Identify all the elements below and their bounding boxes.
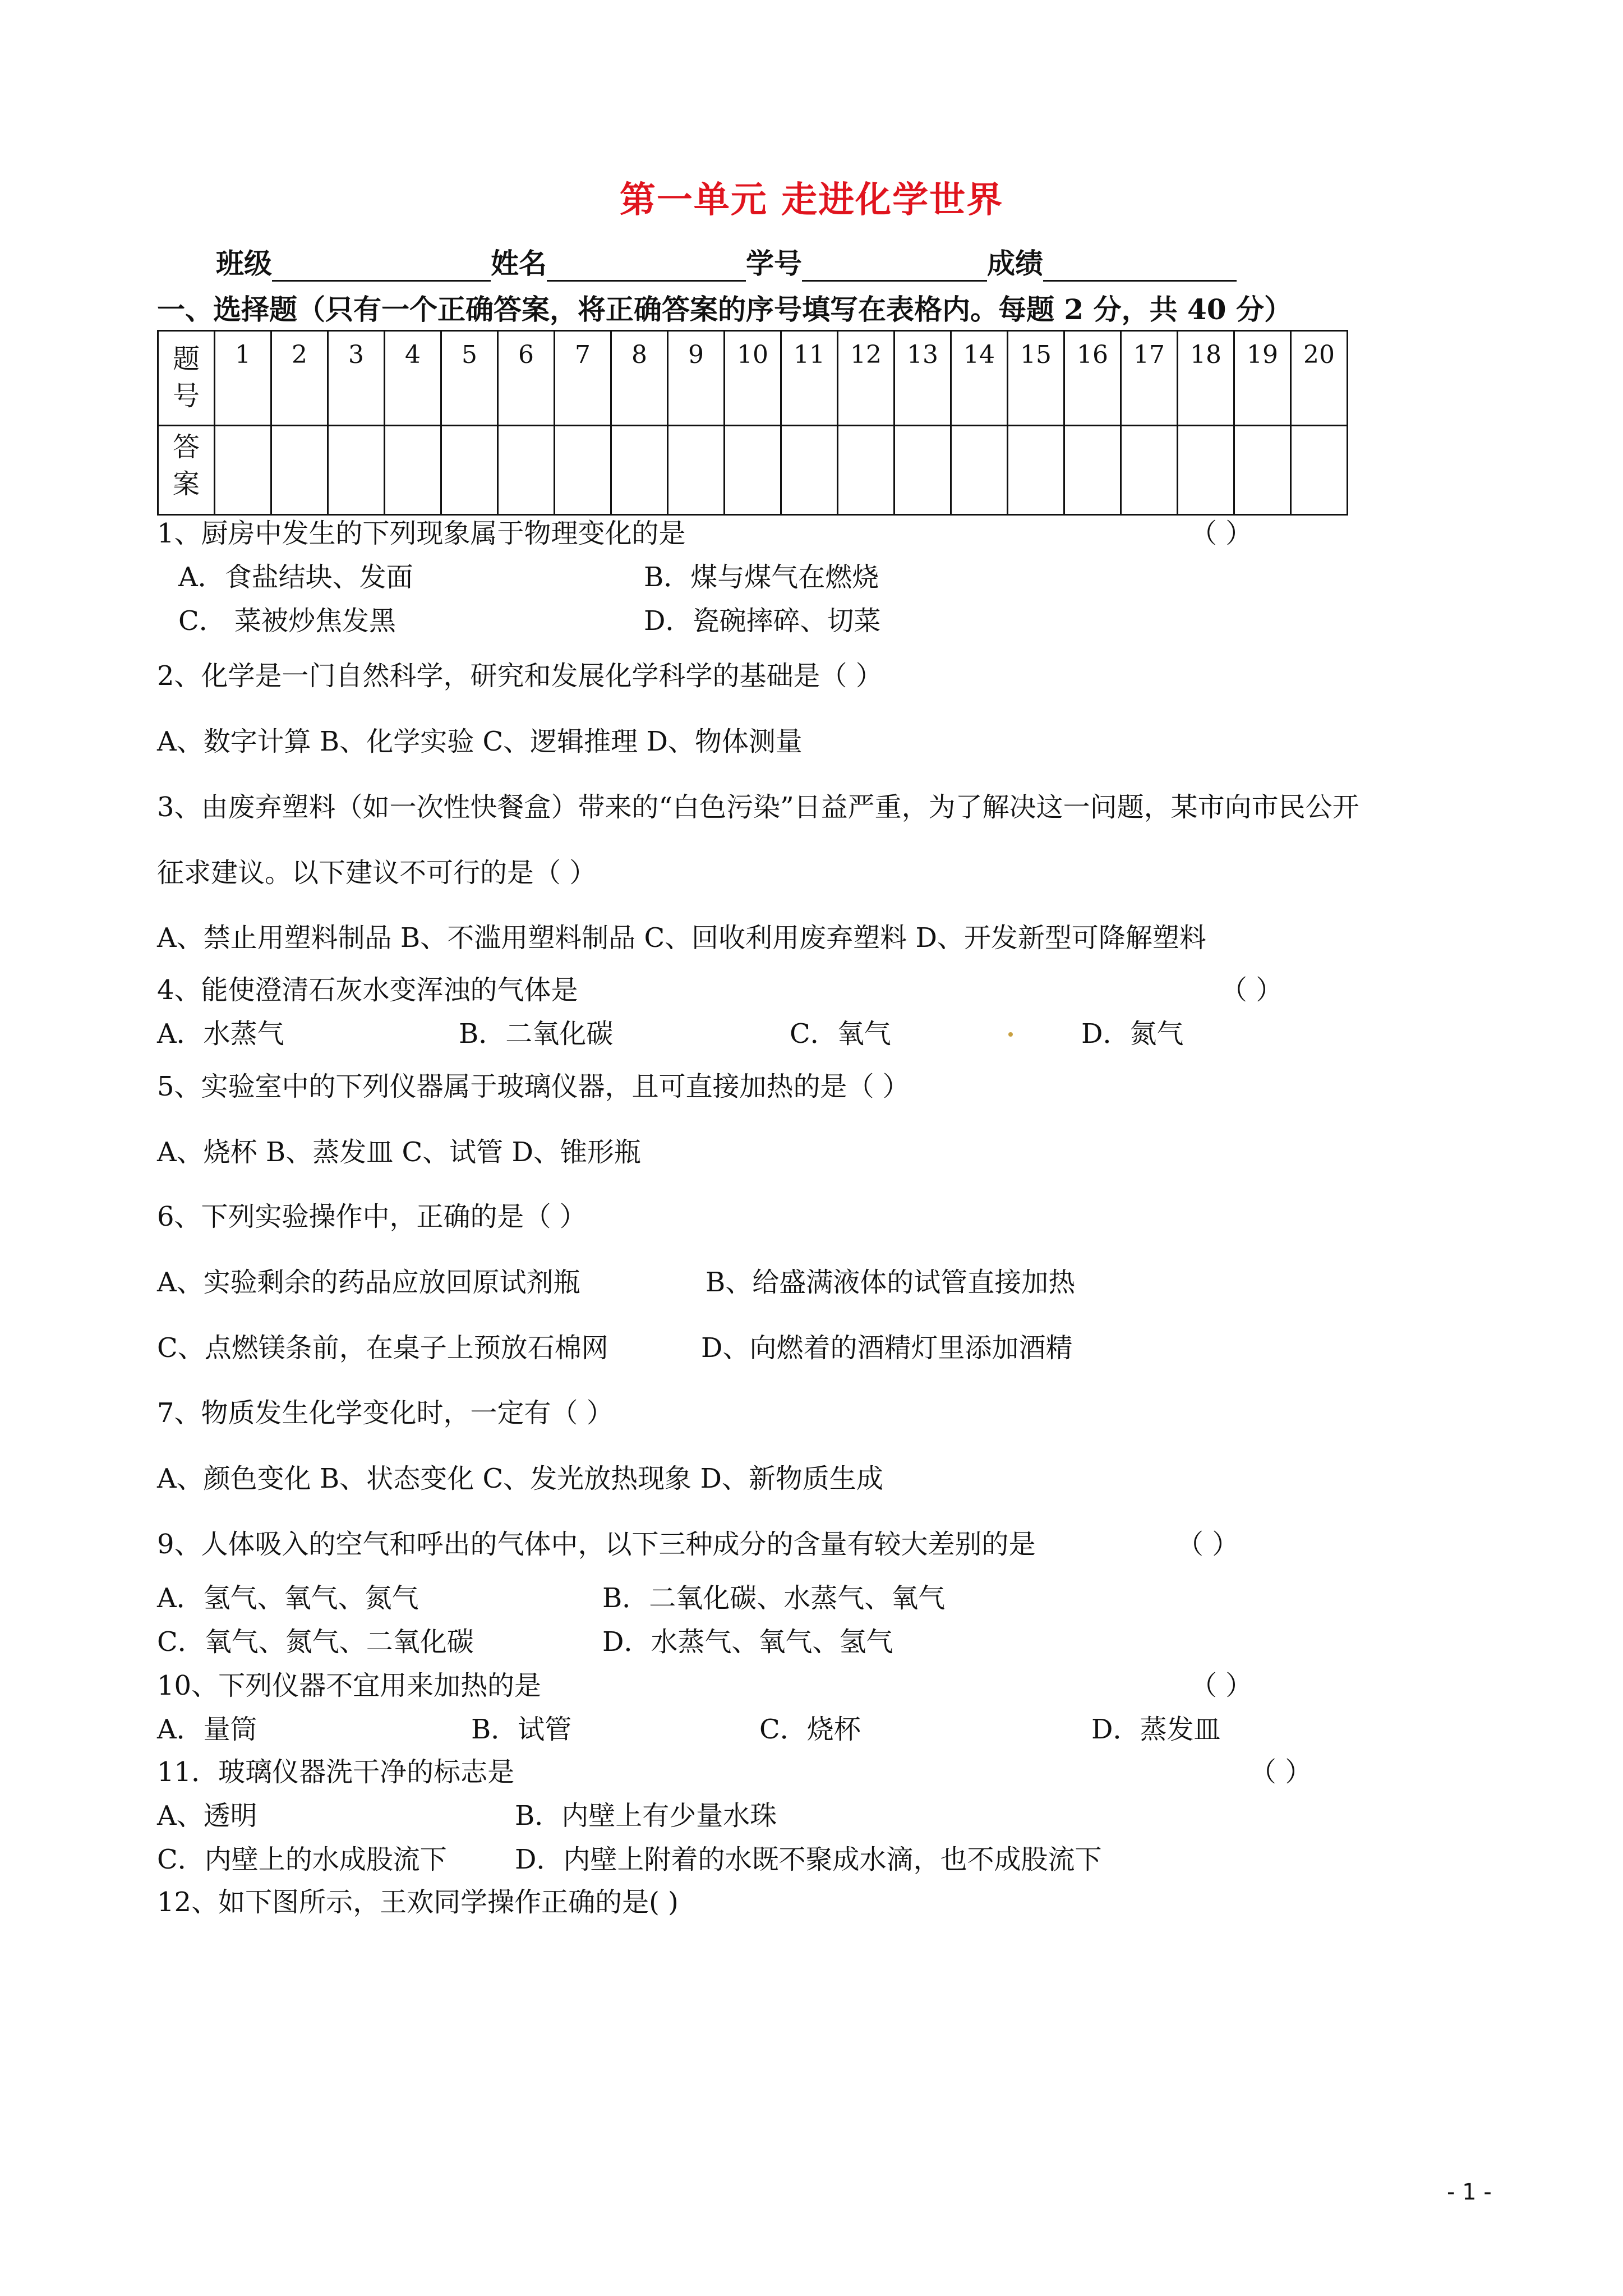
answer-cell[interactable] (1121, 426, 1178, 515)
answer-cell[interactable] (1064, 426, 1121, 515)
question-number-cell: 6 (498, 331, 555, 426)
answer-table-answer-row (158, 426, 1348, 515)
question-1-option-c: C． 菜被炒焦发黑 (178, 605, 396, 637)
question-4-option-c: C．氧气 (790, 1018, 891, 1050)
question-11-option-c: C．内壁上的水成股流下 (157, 1844, 447, 1875)
question-7-stem: 7、物质发生化学变化时，一定有（ ） (157, 1397, 614, 1429)
name-label: 姓名 (491, 247, 547, 280)
question-number-cell: 20 (1291, 331, 1348, 426)
question-3-stem-line2: 征求建议。以下建议不可行的是（ ） (157, 857, 597, 889)
question-9-option-c: C．氧气、氮气、二氧化碳 (157, 1626, 474, 1658)
answer-cell[interactable] (668, 426, 725, 515)
stray-mark (1008, 1032, 1013, 1037)
question-7-options: A、颜色变化 B、状态变化 C、发光放热现象 D、新物质生成 (157, 1463, 883, 1494)
question-6-option-d: D、向燃着的酒精灯里添加酒精 (701, 1332, 1073, 1364)
class-blank[interactable] (272, 254, 491, 282)
question-6-option-a: A、实验剩余的药品应放回原试剂瓶 (157, 1267, 580, 1298)
question-2-options: A、数字计算 B、化学实验 C、逻辑推理 D、物体测量 (157, 726, 803, 757)
answer-cell[interactable] (555, 426, 611, 515)
question-5-stem: 5、实验室中的下列仪器属于玻璃仪器，且可直接加热的是（ ） (157, 1071, 910, 1102)
student-id-label: 学号 (746, 247, 802, 280)
question-number-cell: 1 (215, 331, 271, 426)
question-11-answer-paren[interactable]: （ ） (1249, 1756, 1312, 1788)
question-3-options: A、禁止用塑料制品 B、不滥用塑料制品 C、回收利用废弃塑料 D、开发新型可降解塑料 (157, 922, 1206, 954)
question-number-cell: 13 (895, 331, 951, 426)
question-number-cell: 5 (441, 331, 498, 426)
page-number: - 1 - (1447, 2179, 1492, 2205)
question-6-stem: 6、下列实验操作中，正确的是（ ） (157, 1201, 587, 1232)
question-4-option-b: B．二氧化碳 (459, 1018, 614, 1050)
student-info-line (216, 241, 1237, 282)
header-char: 号 (172, 380, 200, 412)
question-number-cell: 18 (1178, 331, 1234, 426)
question-4-option-a: A．水蒸气 (157, 1018, 284, 1050)
question-11-stem: 11．玻璃仪器洗干净的标志是 (157, 1756, 515, 1788)
question-number-cell: 3 (328, 331, 385, 426)
question-number-cell: 10 (725, 331, 781, 426)
question-number-cell: 4 (385, 331, 441, 426)
question-11-option-a: A、透明 (157, 1800, 257, 1832)
question-3-stem-line1: 3、由废弃塑料（如一次性快餐盒）带来的“白色污染”日益严重，为了解决这一问题，某市向市民公开 (157, 792, 1359, 823)
answer-cell[interactable] (725, 426, 781, 515)
page-title: 第一单元 走进化学世界 (619, 179, 1004, 221)
answer-cell[interactable] (441, 426, 498, 515)
question-10-stem: 10、下列仪器不宜用来加热的是 (157, 1670, 542, 1701)
question-1-answer-paren[interactable]: （ ） (1190, 518, 1253, 549)
question-10-option-b: B．试管 (471, 1714, 572, 1745)
answer-cell[interactable] (1291, 426, 1348, 515)
answer-cell[interactable] (1008, 426, 1064, 515)
question-number-cell: 12 (838, 331, 895, 426)
answer-cell[interactable] (498, 426, 555, 515)
question-4-answer-paren[interactable]: （ ） (1220, 974, 1283, 1006)
question-1-option-b: B．煤与煤气在燃烧 (644, 562, 879, 593)
score-label: 成绩 (987, 247, 1043, 280)
question-2-stem: 2、化学是一门自然科学，研究和发展化学科学的基础是（ ） (157, 660, 883, 692)
header-char: 案 (172, 468, 200, 500)
question-1-option-a: A．食盐结块、发面 (178, 562, 413, 593)
question-number-cell: 2 (271, 331, 328, 426)
answer-cell[interactable] (611, 426, 668, 515)
question-9-stem: 9、人体吸入的空气和呼出的气体中，以下三种成分的含量有较大差别的是 (157, 1529, 1036, 1560)
question-6-option-c: C、点燃镁条前，在桌子上预放石棉网 (157, 1332, 608, 1364)
question-number-cell: 15 (1008, 331, 1064, 426)
answer-cell[interactable] (951, 426, 1008, 515)
question-1-option-d: D．瓷碗摔碎、切菜 (644, 605, 881, 637)
answer-table (157, 330, 1348, 516)
number-row-header (158, 331, 215, 426)
section-heading: 一、选择题（只有一个正确答案，将正确答案的序号填写在表格内。每题 2 分，共 40 分） (157, 293, 1292, 326)
question-number-cell: 7 (555, 331, 611, 426)
answer-row-header (158, 426, 215, 515)
question-9-option-d: D．水蒸气、氧气、氢气 (602, 1626, 893, 1658)
student-id-blank[interactable] (802, 254, 987, 282)
question-10-option-a: A．量筒 (157, 1714, 257, 1745)
question-10-option-d: D．蒸发皿 (1091, 1714, 1221, 1745)
answer-cell[interactable] (385, 426, 441, 515)
question-number-cell: 14 (951, 331, 1008, 426)
question-10-option-c: C．烧杯 (759, 1714, 861, 1745)
question-number-cell: 16 (1064, 331, 1121, 426)
question-4-option-d: D．氮气 (1081, 1018, 1184, 1050)
answer-cell[interactable] (781, 426, 838, 515)
question-number-cell: 19 (1234, 331, 1291, 426)
question-9-option-a: A．氢气、氧气、氮气 (157, 1582, 419, 1614)
answer-cell[interactable] (1178, 426, 1234, 515)
answer-cell[interactable] (328, 426, 385, 515)
question-10-answer-paren[interactable]: （ ） (1190, 1670, 1253, 1701)
question-12-stem: 12、如下图所示，王欢同学操作正确的是( ) (157, 1887, 679, 1918)
question-11-option-b: B．内壁上有少量水珠 (515, 1800, 777, 1832)
header-char: 题 (172, 343, 200, 375)
answer-cell[interactable] (838, 426, 895, 515)
question-number-cell: 8 (611, 331, 668, 426)
question-4-stem: 4、能使澄清石灰水变浑浊的气体是 (157, 974, 578, 1006)
answer-cell[interactable] (271, 426, 328, 515)
score-blank[interactable] (1043, 254, 1237, 282)
question-9-option-b: B．二氧化碳、水蒸气、氧气 (602, 1582, 946, 1614)
answer-cell[interactable] (1234, 426, 1291, 515)
answer-table-number-row (158, 331, 1348, 426)
class-label: 班级 (216, 247, 272, 280)
question-number-cell: 11 (781, 331, 838, 426)
question-5-options: A、烧杯 B、蒸发皿 C、试管 D、锥形瓶 (157, 1137, 641, 1168)
header-char: 答 (172, 431, 200, 463)
question-6-option-b: B、给盛满液体的试管直接加热 (706, 1267, 1076, 1298)
question-number-cell: 9 (668, 331, 725, 426)
answer-cell[interactable] (215, 426, 271, 515)
question-number-cell: 17 (1121, 331, 1178, 426)
question-11-option-d: D．内壁上附着的水既不聚成水滴，也不成股流下 (515, 1844, 1102, 1875)
question-9-answer-paren[interactable]: （ ） (1177, 1529, 1239, 1560)
question-1-stem: 1、厨房中发生的下列现象属于物理变化的是 (157, 518, 686, 549)
name-blank[interactable] (547, 254, 746, 282)
answer-cell[interactable] (895, 426, 951, 515)
